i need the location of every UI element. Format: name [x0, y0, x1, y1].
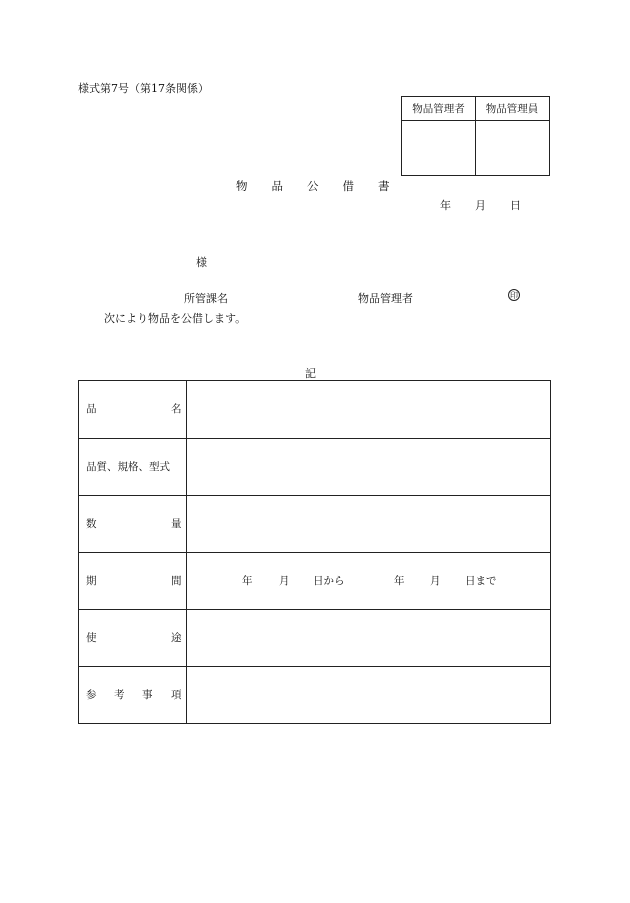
title-char: 借 [342, 179, 354, 193]
date-month: 月 [475, 199, 486, 212]
quantity-field[interactable] [187, 496, 550, 552]
date-day: 日 [510, 199, 521, 212]
label-quantity-b: 量 [171, 518, 182, 530]
label-cell [79, 667, 187, 723]
manager-label: 物品管理者 [358, 292, 413, 305]
title-char: 公 [307, 179, 319, 193]
recipient-suffix: 様 [196, 256, 207, 269]
table-row-quantity [79, 495, 550, 552]
label-item-name-a: 品 [86, 403, 97, 415]
label-period-a: 期 [86, 575, 97, 587]
seal-icon: 印 [510, 291, 518, 300]
label-remarks-2: 考 [114, 689, 125, 701]
label-cell [79, 381, 187, 438]
label-quality-spec: 品質、規格、型式 [86, 461, 170, 473]
approval-seal-manager[interactable] [402, 121, 475, 175]
approval-header-staff: 物品管理員 [475, 97, 549, 121]
table-row-remarks [79, 666, 550, 723]
quality-spec-field[interactable] [187, 439, 550, 495]
remarks-field[interactable] [187, 667, 550, 723]
table-row-quality-spec [79, 438, 550, 495]
approval-box [401, 96, 550, 176]
approval-header-manager: 物品管理者 [402, 97, 475, 121]
approval-seal-staff[interactable] [476, 121, 549, 175]
record-label: 記 [305, 367, 316, 380]
label-purpose-a: 使 [86, 632, 97, 644]
date-year: 年 [440, 199, 451, 212]
label-cell [79, 610, 187, 666]
label-remarks-3: 事 [142, 689, 153, 701]
period-to-day: 日まで [465, 575, 497, 587]
form-number: 様式第7号（第17条関係） [78, 82, 209, 95]
table-row-purpose [79, 609, 550, 666]
label-cell [79, 553, 187, 609]
label-remarks-4: 項 [171, 689, 182, 701]
title-char: 書 [378, 179, 390, 193]
title-char: 品 [271, 179, 283, 193]
label-cell [79, 496, 187, 552]
detail-table [78, 380, 551, 724]
purpose-field[interactable] [187, 610, 550, 666]
label-item-name-b: 名 [171, 403, 182, 415]
date-line[interactable] [440, 197, 521, 213]
intro-text: 次により物品を公借します。 [104, 312, 247, 325]
title-char: 物 [236, 179, 248, 193]
label-quantity-a: 数 [86, 518, 97, 530]
table-row-item-name [79, 381, 550, 438]
period-from-month: 月 [279, 575, 290, 587]
period-from-year: 年 [242, 575, 253, 587]
item-name-field[interactable] [187, 381, 550, 438]
label-remarks-1: 参 [86, 689, 97, 701]
table-row-period [79, 552, 550, 609]
period-to-month: 月 [430, 575, 441, 587]
period-from-day: 日から [313, 575, 345, 587]
label-purpose-b: 途 [171, 632, 182, 644]
period-field[interactable] [187, 553, 550, 609]
department-label: 所管課名 [184, 292, 228, 305]
label-cell [79, 439, 187, 495]
period-to-year: 年 [394, 575, 405, 587]
document-title [236, 178, 390, 194]
label-period-b: 間 [171, 575, 182, 587]
